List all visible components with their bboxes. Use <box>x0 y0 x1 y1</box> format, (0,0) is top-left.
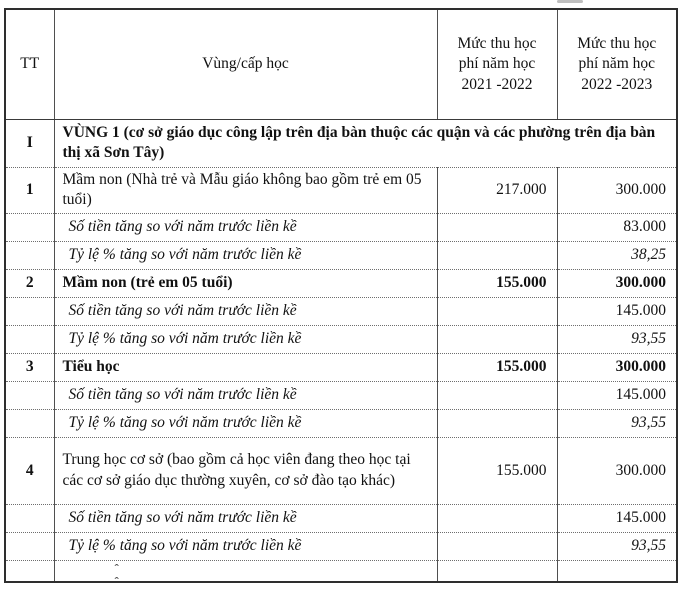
cropped-text-artifact <box>557 0 583 3</box>
cell-fee-2022-2023: 300.000 <box>557 353 677 381</box>
cell-fee-2022-2023: 93,55 <box>557 409 677 437</box>
cell-fee-2021-2022 <box>437 409 557 437</box>
cell-tt: 4 <box>5 437 54 504</box>
cell-fee-2022-2023: 145.000 <box>557 381 677 409</box>
cell-tt <box>5 213 54 241</box>
cell-fee-2021-2022 <box>437 297 557 325</box>
cell-fee-2022-2023: 300.000 <box>557 437 677 504</box>
cell-tt <box>5 381 54 409</box>
cell-category-label: Tỷ lệ % tăng so với năm trước liền kề <box>54 325 437 353</box>
cell-section-label: VÙNG 1 (cơ sở giáo dục công lập trên địa bàn thuộc các quận và các phường trên địa bàn thị xã Sơn Tây) <box>54 120 677 168</box>
cell-tt <box>5 560 54 582</box>
cell-fee-2021-2022: 155.000 <box>437 353 557 381</box>
cell-category-label: Tỷ lệ % tăng so với năm trước liền kề <box>54 241 437 269</box>
cell-fee-2022-2023: 145.000 <box>557 297 677 325</box>
table-row <box>5 560 677 582</box>
table-row <box>5 532 677 560</box>
cell-tt: 2 <box>5 269 54 297</box>
header-row <box>5 9 677 120</box>
cell-category-label: Mầm non (Nhà trẻ và Mẫu giáo không bao gồm trẻ em 05 tuổi) <box>54 167 437 213</box>
cell-fee-2021-2022: 155.000 <box>437 437 557 504</box>
header-tt: TT <box>5 9 54 120</box>
cell-category-label: Tiểu học <box>54 353 437 381</box>
table-row <box>5 167 677 213</box>
cell-tt <box>5 241 54 269</box>
table-row <box>5 353 677 381</box>
cell-fee-2021-2022: 217.000 <box>437 167 557 213</box>
cell-category-label: Trung học cơ sở (bao gồm cả học viên đang theo học tại các cơ sở giáo dục thường xuyên, cơ sở đào tạo khác) <box>54 437 437 504</box>
cell-category-label: Tỷ lệ % tăng so với năm trước liền kề <box>54 532 437 560</box>
header-region-level: Vùng/cấp học <box>54 9 437 120</box>
cell-fee-2022-2023: 38,25 <box>557 241 677 269</box>
header-fee-2022-2023: Mức thu học phí năm học 2022 -2023 <box>557 9 677 120</box>
table-row <box>5 120 677 168</box>
table-row <box>5 213 677 241</box>
table-header <box>5 9 677 120</box>
cell-tt <box>5 532 54 560</box>
cell-category-label: Số tiền tăng so với năm trước liền kề <box>54 297 437 325</box>
cell-fee-2022-2023: 300.000 <box>557 269 677 297</box>
cell-fee-2021-2022: 155.000 <box>437 269 557 297</box>
tuition-fee-table <box>4 8 678 589</box>
cell-tt <box>5 504 54 532</box>
cell-fee-2021-2022 <box>437 241 557 269</box>
cell-fee-2021-2022 <box>437 532 557 560</box>
table-row <box>5 325 677 353</box>
table-row <box>5 437 677 504</box>
table-row <box>5 241 677 269</box>
table-row <box>5 297 677 325</box>
cell-tt: I <box>5 120 54 168</box>
table-row <box>5 409 677 437</box>
cell-category-label: Tỷ lệ % tăng so với năm trước liền kề <box>54 409 437 437</box>
cell-tt <box>5 297 54 325</box>
table-body <box>5 120 677 589</box>
cell-tt: 3 <box>5 353 54 381</box>
cell-category-label: Số tiền tăng so với năm trước liền kề <box>54 213 437 241</box>
cell-fee-2022-2023: 93,55 <box>557 325 677 353</box>
cell-category-label: Số tiền tăng so với năm trước liền kề <box>54 504 437 532</box>
cell-fee-2022-2023: 83.000 <box>557 213 677 241</box>
table-row <box>5 504 677 532</box>
cell-clipped-row <box>54 560 437 589</box>
cell-category-label: Mầm non (trẻ em 05 tuổi) <box>54 269 437 297</box>
cell-fee-2021-2022 <box>437 504 557 532</box>
cell-fee-2022-2023: 300.000 <box>557 167 677 213</box>
cell-fee-2022-2023: 145.000 <box>557 504 677 532</box>
cell-empty <box>557 560 677 582</box>
cell-category-label: Số tiền tăng so với năm trước liền kề <box>54 381 437 409</box>
cell-fee-2021-2022 <box>437 325 557 353</box>
cell-tt <box>5 325 54 353</box>
table-row <box>5 269 677 297</box>
cell-fee-2022-2023: 93,55 <box>557 532 677 560</box>
cell-tt: 1 <box>5 167 54 213</box>
cell-empty <box>437 560 557 582</box>
cell-tt <box>5 409 54 437</box>
table-row <box>5 381 677 409</box>
cell-fee-2021-2022 <box>437 381 557 409</box>
cell-fee-2021-2022 <box>437 213 557 241</box>
clipped-glyph-tops: ˆ ˆ <box>114 560 239 589</box>
header-fee-2021-2022: Mức thu học phí năm học 2021 -2022 <box>437 9 557 120</box>
